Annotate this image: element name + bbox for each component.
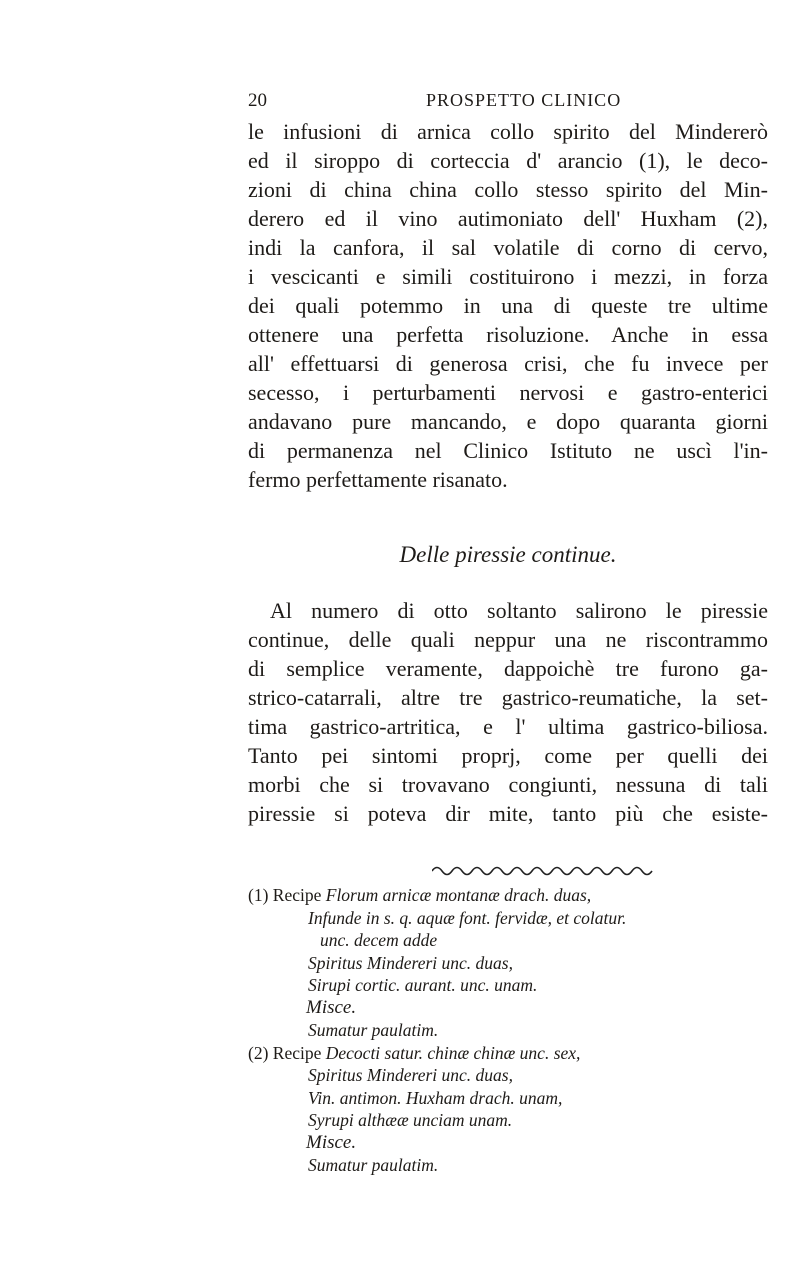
footnote-marker: (1) Recipe (248, 885, 322, 905)
text-line: zioni di china china collo stesso spirito del Min- (248, 177, 768, 202)
footnote-line: Misce. (306, 996, 357, 1018)
running-title: PROSPETTO CLINICO (426, 90, 622, 110)
text-line: dei quali potemmo in una di queste tre ultime (248, 293, 768, 318)
footnote-line: unc. decem adde (320, 930, 438, 950)
footnote-line: Sumatur paulatim. (308, 1020, 439, 1040)
footnote-line: Spiritus Mindereri unc. duas, (308, 952, 513, 973)
footnote-marker: (2) Recipe (248, 1042, 322, 1063)
text-line: tima gastrico-artritica, e l' ultima gastrico-biliosa. (248, 714, 768, 739)
text-line: i vescicanti e simili costituirono i mezzi, in forza (248, 264, 768, 289)
footnote-line: Spiritus Mindereri unc. duas, (308, 1065, 513, 1085)
text-line: piressie si poteva dir mite, tanto più che esiste- (248, 801, 768, 826)
text-line: strico-catarrali, altre tre gastrico-reumatiche, la set- (248, 685, 768, 710)
text-line: Tanto pei sintomi proprj, come per quelli dei (248, 743, 768, 768)
footnote-text: Florum arnicæ montanæ drach. duas, (325, 885, 592, 905)
paragraph-1 (248, 117, 768, 494)
paragraph-2 (248, 596, 768, 828)
text-line: continue, delle quali neppur una ne riscontrammo (248, 627, 768, 652)
footnote-text: Decocti satur. chinæ chinæ unc. sex, (325, 1042, 581, 1063)
wavy-divider (432, 866, 654, 876)
footnote-line: Vin. antimon. Huxham drach. unam, (308, 1087, 563, 1108)
section-title: Delle piressie continue. (399, 542, 617, 567)
text-line: di semplice veramente, dappoichè tre furono ga- (248, 656, 768, 681)
text-line: indi la canfora, il sal volatile di corno di cervo, (248, 235, 768, 260)
text-line: le infusioni di arnica collo spirito del Mindererò (248, 119, 768, 144)
text-line: di permanenza nel Clinico Istituto ne uscì l'in- (248, 438, 768, 463)
footnote-line: Sirupi cortic. aurant. unc. unam. (308, 975, 538, 995)
text-line: Al numero di otto soltanto salirono le piressie (270, 598, 768, 623)
footnote-line: Syrupi althææ unciam unam. (308, 1110, 513, 1130)
footnote-line: Sumatur paulatim. (308, 1155, 439, 1175)
footnotes (248, 884, 768, 1177)
footnote-line: Infunde in s. q. aquæ font. fervidæ, et colatur. (308, 907, 627, 928)
text-line: ottenere una perfetta risoluzione. Anche in essa (248, 322, 768, 347)
text-line: derero ed il vino autimoniato dell' Huxham (2), (248, 206, 768, 231)
text-line: ed il siroppo di corteccia d' arancio (1), le deco- (248, 148, 768, 173)
text-line: morbi che si trovavano congiunti, nessuna di tali (248, 772, 768, 797)
footnote-line: Misce. (306, 1131, 357, 1153)
text-line: fermo perfettamente risanato. (248, 467, 508, 492)
page-number: 20 (248, 90, 267, 111)
text-line: all' effettuarsi di generosa crisi, che fu invece per (248, 351, 768, 376)
text-line: andavano pure mancando, e dopo quaranta giorni (248, 409, 768, 434)
text-line: secesso, i perturbamenti nervosi e gastro-enterici (248, 380, 768, 405)
footnote-2 (248, 1042, 768, 1065)
footnote-1 (248, 884, 768, 907)
